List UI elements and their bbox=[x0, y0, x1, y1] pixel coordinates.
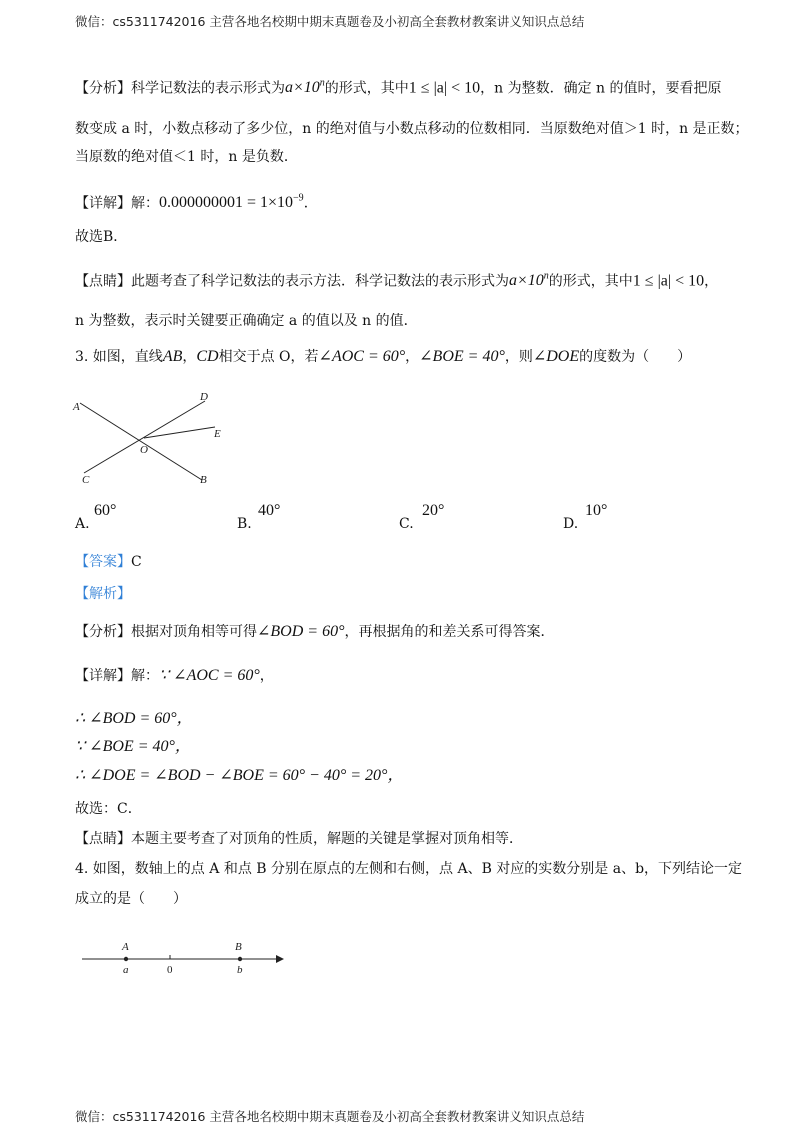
formula bbox=[159, 194, 304, 211]
label-point-b: B bbox=[235, 941, 242, 953]
option-c-value: 20° bbox=[422, 502, 445, 519]
formula bbox=[285, 79, 325, 96]
text: ，n 为整数．确定 n 的值时，要看把原 bbox=[480, 80, 722, 97]
point-b bbox=[238, 957, 242, 961]
option-a-value: 60° bbox=[94, 502, 117, 519]
q2-detail bbox=[75, 190, 318, 212]
label-o: O bbox=[140, 444, 148, 456]
comment-tag: 【点睛】 bbox=[75, 831, 131, 847]
label-a: A bbox=[73, 401, 80, 413]
formula bbox=[509, 272, 549, 289]
option-b-letter: B. bbox=[237, 516, 252, 532]
text: ， bbox=[405, 349, 420, 365]
ray-oe bbox=[144, 427, 215, 438]
option-a-letter: A. bbox=[75, 516, 90, 532]
text: 的度数为（ ） bbox=[579, 349, 692, 365]
text: 根据对顶角相等可得 bbox=[131, 624, 257, 640]
label-e: E bbox=[214, 428, 221, 440]
q2-choice: 故选B． bbox=[75, 229, 128, 245]
q2-analysis-line-3: 当原数的绝对值＜1 时，n 是负数． bbox=[75, 149, 298, 165]
text: 的形式，其中 bbox=[324, 80, 409, 97]
label-b: B bbox=[200, 474, 207, 486]
formula-base: a×10 bbox=[285, 79, 320, 97]
formula: ∠AOC = 60° bbox=[318, 348, 406, 365]
formula-base: 0.000000001 = 1×10 bbox=[159, 194, 294, 212]
formula-sup: n bbox=[543, 271, 549, 282]
formula: ∠DOE bbox=[532, 348, 580, 365]
q3-figure bbox=[70, 385, 230, 495]
label-b-value: b bbox=[237, 964, 243, 976]
answer-value: C bbox=[131, 554, 142, 570]
q4-stem-line-2: 成立的是（ ） bbox=[75, 891, 187, 907]
formula-sup: n bbox=[319, 78, 325, 89]
label-point-a: A bbox=[122, 941, 129, 953]
text: 相交于点 O，若 bbox=[218, 349, 319, 365]
text: 3. 如图，直线 bbox=[75, 349, 163, 365]
text: ， bbox=[259, 668, 274, 684]
detail-tag: 【详解】 bbox=[75, 195, 131, 212]
option-c-letter: C. bbox=[399, 516, 414, 532]
page-footer: 微信：cs5311742016 主营各地名校期中期末真题卷及小初高全套教材教案讲义知识点总结 bbox=[75, 1109, 585, 1124]
q2-comment-line-2: n 为整数，表示时关键要正确确定 a 的值以及 n 的值． bbox=[75, 313, 418, 329]
text: 解： bbox=[131, 195, 159, 212]
detail-tag: 【详解】 bbox=[75, 668, 131, 684]
page-header: 微信：cs5311742016 主营各地名校期中期末真题卷及小初高全套教材教案讲义知识点总结 bbox=[75, 14, 585, 29]
number-line bbox=[78, 935, 298, 980]
text: ， bbox=[182, 349, 197, 365]
text: 解： bbox=[131, 668, 159, 684]
q3-step-2: ∵ ∠BOE = 40°， bbox=[75, 738, 191, 755]
text: 的形式，其中 bbox=[548, 273, 633, 290]
label-a-value: a bbox=[123, 964, 129, 976]
text: 科学记数法的表示形式为 bbox=[131, 80, 285, 97]
label-d: D bbox=[200, 391, 208, 403]
line-ab bbox=[80, 403, 202, 480]
q2-analysis-line-1 bbox=[75, 75, 722, 97]
q3-choice: 故选：C． bbox=[75, 801, 142, 817]
axis-arrow-icon bbox=[276, 955, 284, 963]
answer-tag: 【答案】 bbox=[75, 554, 131, 570]
text: ． bbox=[303, 195, 318, 212]
q3-step-3: ∴ ∠DOE = ∠BOD − ∠BOE = 60° − 40° = 20°， bbox=[75, 767, 404, 784]
formula: 1 ≤ |a| < 10 bbox=[632, 272, 705, 290]
option-b-value: 40° bbox=[258, 502, 281, 519]
formula: ∠BOD = 60° bbox=[257, 623, 345, 640]
label-c: C bbox=[82, 474, 90, 486]
line-cd bbox=[84, 401, 205, 473]
formula: ∠BOE = 40° bbox=[419, 348, 505, 365]
q3-comment bbox=[75, 830, 523, 848]
q2-comment-line-1 bbox=[75, 268, 718, 290]
formula: 1 ≤ |a| < 10 bbox=[408, 79, 481, 97]
point-a bbox=[124, 957, 128, 961]
option-d-value: 10° bbox=[585, 502, 608, 519]
text: ，则 bbox=[504, 349, 533, 365]
q2-analysis-line-2: 数变成 a 时，小数点移动了多少位，n 的绝对值与小数点移动的位数相同．当原数绝对值＞1 时，n 是正数； bbox=[75, 121, 749, 137]
formula: AB bbox=[162, 348, 183, 365]
text: 此题考查了科学记数法的表示方法．科学记数法的表示形式为 bbox=[131, 273, 509, 290]
analysis-tag: 【分析】 bbox=[75, 624, 131, 640]
formula: ∵ ∠AOC = 60° bbox=[159, 667, 260, 684]
formula-sup: −9 bbox=[293, 193, 304, 204]
q4-stem-line-1: 4. 如图，数轴上的点 A 和点 B 分别在原点的左侧和右侧，点 A、B 对应的实数分别是 a、b，下列结论一定 bbox=[75, 861, 743, 877]
text: ，再根据角的和差关系可得答案． bbox=[344, 624, 555, 640]
q3-explain-tag: 【解析】 bbox=[75, 586, 131, 602]
option-d-letter: D. bbox=[563, 516, 579, 532]
analysis-tag: 【分析】 bbox=[75, 80, 131, 97]
formula: CD bbox=[196, 348, 219, 365]
q3-answer bbox=[75, 553, 142, 571]
text: ， bbox=[704, 273, 719, 290]
q3-analysis bbox=[75, 623, 554, 641]
q3-detail bbox=[75, 667, 274, 685]
q3-stem bbox=[75, 348, 691, 366]
q3-step-1: ∴ ∠BOD = 60°， bbox=[75, 710, 193, 727]
text: 本题主要考查了对顶角的性质，解题的关键是掌握对顶角相等． bbox=[131, 831, 523, 847]
label-zero: 0 bbox=[167, 964, 173, 976]
formula-base: a×10 bbox=[509, 272, 544, 290]
comment-tag: 【点睛】 bbox=[75, 273, 131, 290]
